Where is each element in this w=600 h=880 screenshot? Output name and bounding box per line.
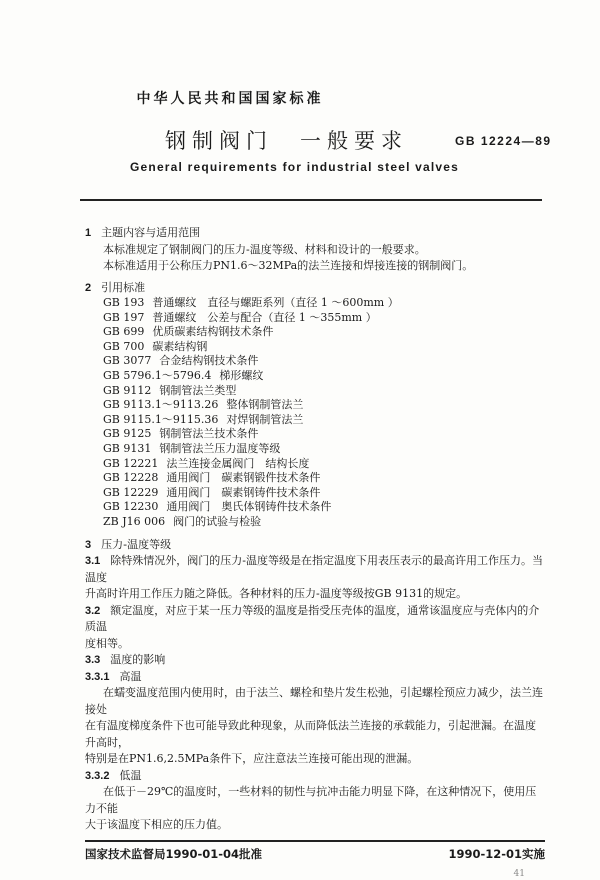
section-3-heading xyxy=(85,537,545,554)
clause-3-3-2 xyxy=(85,768,545,785)
section-number: 3 xyxy=(85,538,92,551)
reference-title: 钢制管法兰压力温度等级 xyxy=(159,441,281,455)
paragraph: 大于该温度下相应的压力值。 xyxy=(85,818,228,831)
paragraph: 在蠕变温度范围内使用时，由于法兰、螺栓和垫片发生松弛，引起螺栓预应力减少，法兰连接处 xyxy=(85,686,543,716)
reference-item xyxy=(103,340,545,355)
clause-text: 除特殊情况外，阀门的压力-温度等级是在指定温度下用表压表示的最高许用工作压力。当温度 xyxy=(85,554,544,584)
clause-3-3 xyxy=(85,652,545,669)
reference-title: 合金结构钢技术条件 xyxy=(159,354,259,368)
reference-item xyxy=(103,500,545,515)
reference-code: GB 12221 xyxy=(103,456,159,470)
paragraph: 在有温度梯度条件下也可能导致此种现象，从而降低法兰连接的承载能力，引起泄漏。在温度升高时， xyxy=(85,719,536,749)
paragraph: 本标准适用于公称压力PN1.6～32MPa的法兰连接和焊接连接的钢制阀门。 xyxy=(103,259,474,272)
page-number: 41 xyxy=(513,868,525,879)
section-title: 压力-温度等级 xyxy=(101,537,172,551)
reference-title: 普通螺纹 直径与螺距系列（直径 1 ～600mm ） xyxy=(152,296,399,309)
reference-code: GB 9112 xyxy=(103,383,152,397)
paragraph: 特别是在PN1.6,2.5MPa条件下，应注意法兰连接可能出现的泄漏。 xyxy=(85,752,419,765)
reference-title: 钢制管法兰类型 xyxy=(159,383,237,397)
reference-title: 钢制管法兰技术条件 xyxy=(159,427,259,441)
reference-code: GB 12230 xyxy=(103,500,159,514)
reference-item xyxy=(103,457,545,472)
document-title: 钢制阀门 一般要求 xyxy=(165,129,408,153)
reference-title: 优质碳素结构钢技术条件 xyxy=(152,325,274,339)
reference-item xyxy=(103,325,545,340)
reference-item xyxy=(103,369,545,384)
reference-code: GB 9113.1～9113.26 xyxy=(103,398,219,412)
reference-title: 法兰连接金属阀门 结构长度 xyxy=(166,456,310,470)
reference-item xyxy=(103,442,545,457)
clause-number: 3.3.2 xyxy=(85,769,110,782)
reference-item xyxy=(103,515,545,530)
clause-title: 低温 xyxy=(119,768,142,782)
reference-code: GB 12228 xyxy=(103,471,159,485)
reference-title: 碳素结构钢 xyxy=(152,339,208,353)
clause-title: 温度的影响 xyxy=(110,653,166,666)
section-2-heading xyxy=(85,280,545,297)
reference-code: GB 9115.1～9115.36 xyxy=(103,412,219,426)
reference-title: 整体钢制管法兰 xyxy=(226,398,304,412)
reference-item xyxy=(103,471,545,486)
section-1-heading xyxy=(85,225,545,242)
paragraph: 在低于－29℃的温度时，一些材料的韧性与抗冲击能力明显下降，在这种情况下，使用压力不能 xyxy=(85,785,537,815)
section-title: 主题内容与适用范围 xyxy=(101,226,201,239)
reference-item xyxy=(103,427,545,442)
reference-code: GB 3077 xyxy=(103,354,152,368)
reference-code: GB 9131 xyxy=(103,441,152,455)
reference-code: GB 9125 xyxy=(103,427,152,441)
paragraph: 升高时许用工作压力随之降低。各种材料的压力-温度等级按GB 9131的规定。 xyxy=(85,587,468,600)
reference-title: 对焊钢制管法兰 xyxy=(226,412,304,426)
reference-list xyxy=(103,296,545,530)
bottom-divider xyxy=(85,840,545,842)
section-number: 2 xyxy=(85,281,92,294)
reference-item xyxy=(103,486,545,501)
document-body xyxy=(85,220,545,880)
top-divider xyxy=(80,199,542,201)
reference-code: GB 5796.1～5796.4 xyxy=(103,368,212,382)
clause-number: 3.3.1 xyxy=(85,670,110,683)
reference-item xyxy=(103,384,545,399)
clause-number: 3.3 xyxy=(85,654,101,666)
section-number: 1 xyxy=(85,227,92,239)
reference-code: GB 197 xyxy=(103,310,145,324)
reference-title: 阀门的试验与检验 xyxy=(173,514,262,528)
reference-code: ZB J16 006 xyxy=(103,514,166,528)
clause-3-2 xyxy=(85,603,545,636)
clause-number: 3.2 xyxy=(85,604,101,617)
reference-code: GB 699 xyxy=(103,325,145,339)
approval-date: 国家技术监督局1990-01-04批准 xyxy=(85,846,263,861)
reference-item xyxy=(103,311,545,326)
standard-header: 中华人民共和国国家标准 xyxy=(136,91,324,107)
footer xyxy=(85,846,545,862)
reference-item xyxy=(103,398,545,413)
paragraph: 度相等。 xyxy=(85,636,129,650)
clause-3-3-1 xyxy=(85,669,545,686)
reference-title: 普通螺纹 公差与配合（直径 1 ～355mm ） xyxy=(152,310,377,324)
effective-date: 1990-12-01实施 xyxy=(448,846,545,861)
clause-title: 高温 xyxy=(119,669,142,683)
clause-number: 3.1 xyxy=(85,555,101,567)
clause-text: 额定温度，对应于某一压力等级的温度是指受压壳体的温度，通常该温度应与壳体内的介质温 xyxy=(85,603,540,633)
reference-title: 通用阀门 奥氏体钢铸件技术条件 xyxy=(166,500,332,514)
reference-code: GB 700 xyxy=(103,339,145,353)
reference-code: GB 12229 xyxy=(103,485,159,499)
reference-item xyxy=(103,354,545,369)
reference-code: GB 193 xyxy=(103,296,145,309)
paragraph: 本标准规定了钢制阀门的压力-温度等级、材料和设计的一般要求。 xyxy=(103,242,426,256)
section-title: 引用标准 xyxy=(101,280,146,294)
reference-title: 通用阀门 碳素钢铸件技术条件 xyxy=(166,485,321,499)
standard-code: GB 12224—89 xyxy=(455,134,552,148)
reference-item xyxy=(103,296,545,311)
english-title: General requirements for industrial steel valves xyxy=(130,160,460,174)
reference-title: 梯形螺纹 xyxy=(219,368,264,382)
reference-item xyxy=(103,413,545,428)
reference-title: 通用阀门 碳素钢锻件技术条件 xyxy=(166,471,321,485)
clause-3-1 xyxy=(85,553,545,586)
